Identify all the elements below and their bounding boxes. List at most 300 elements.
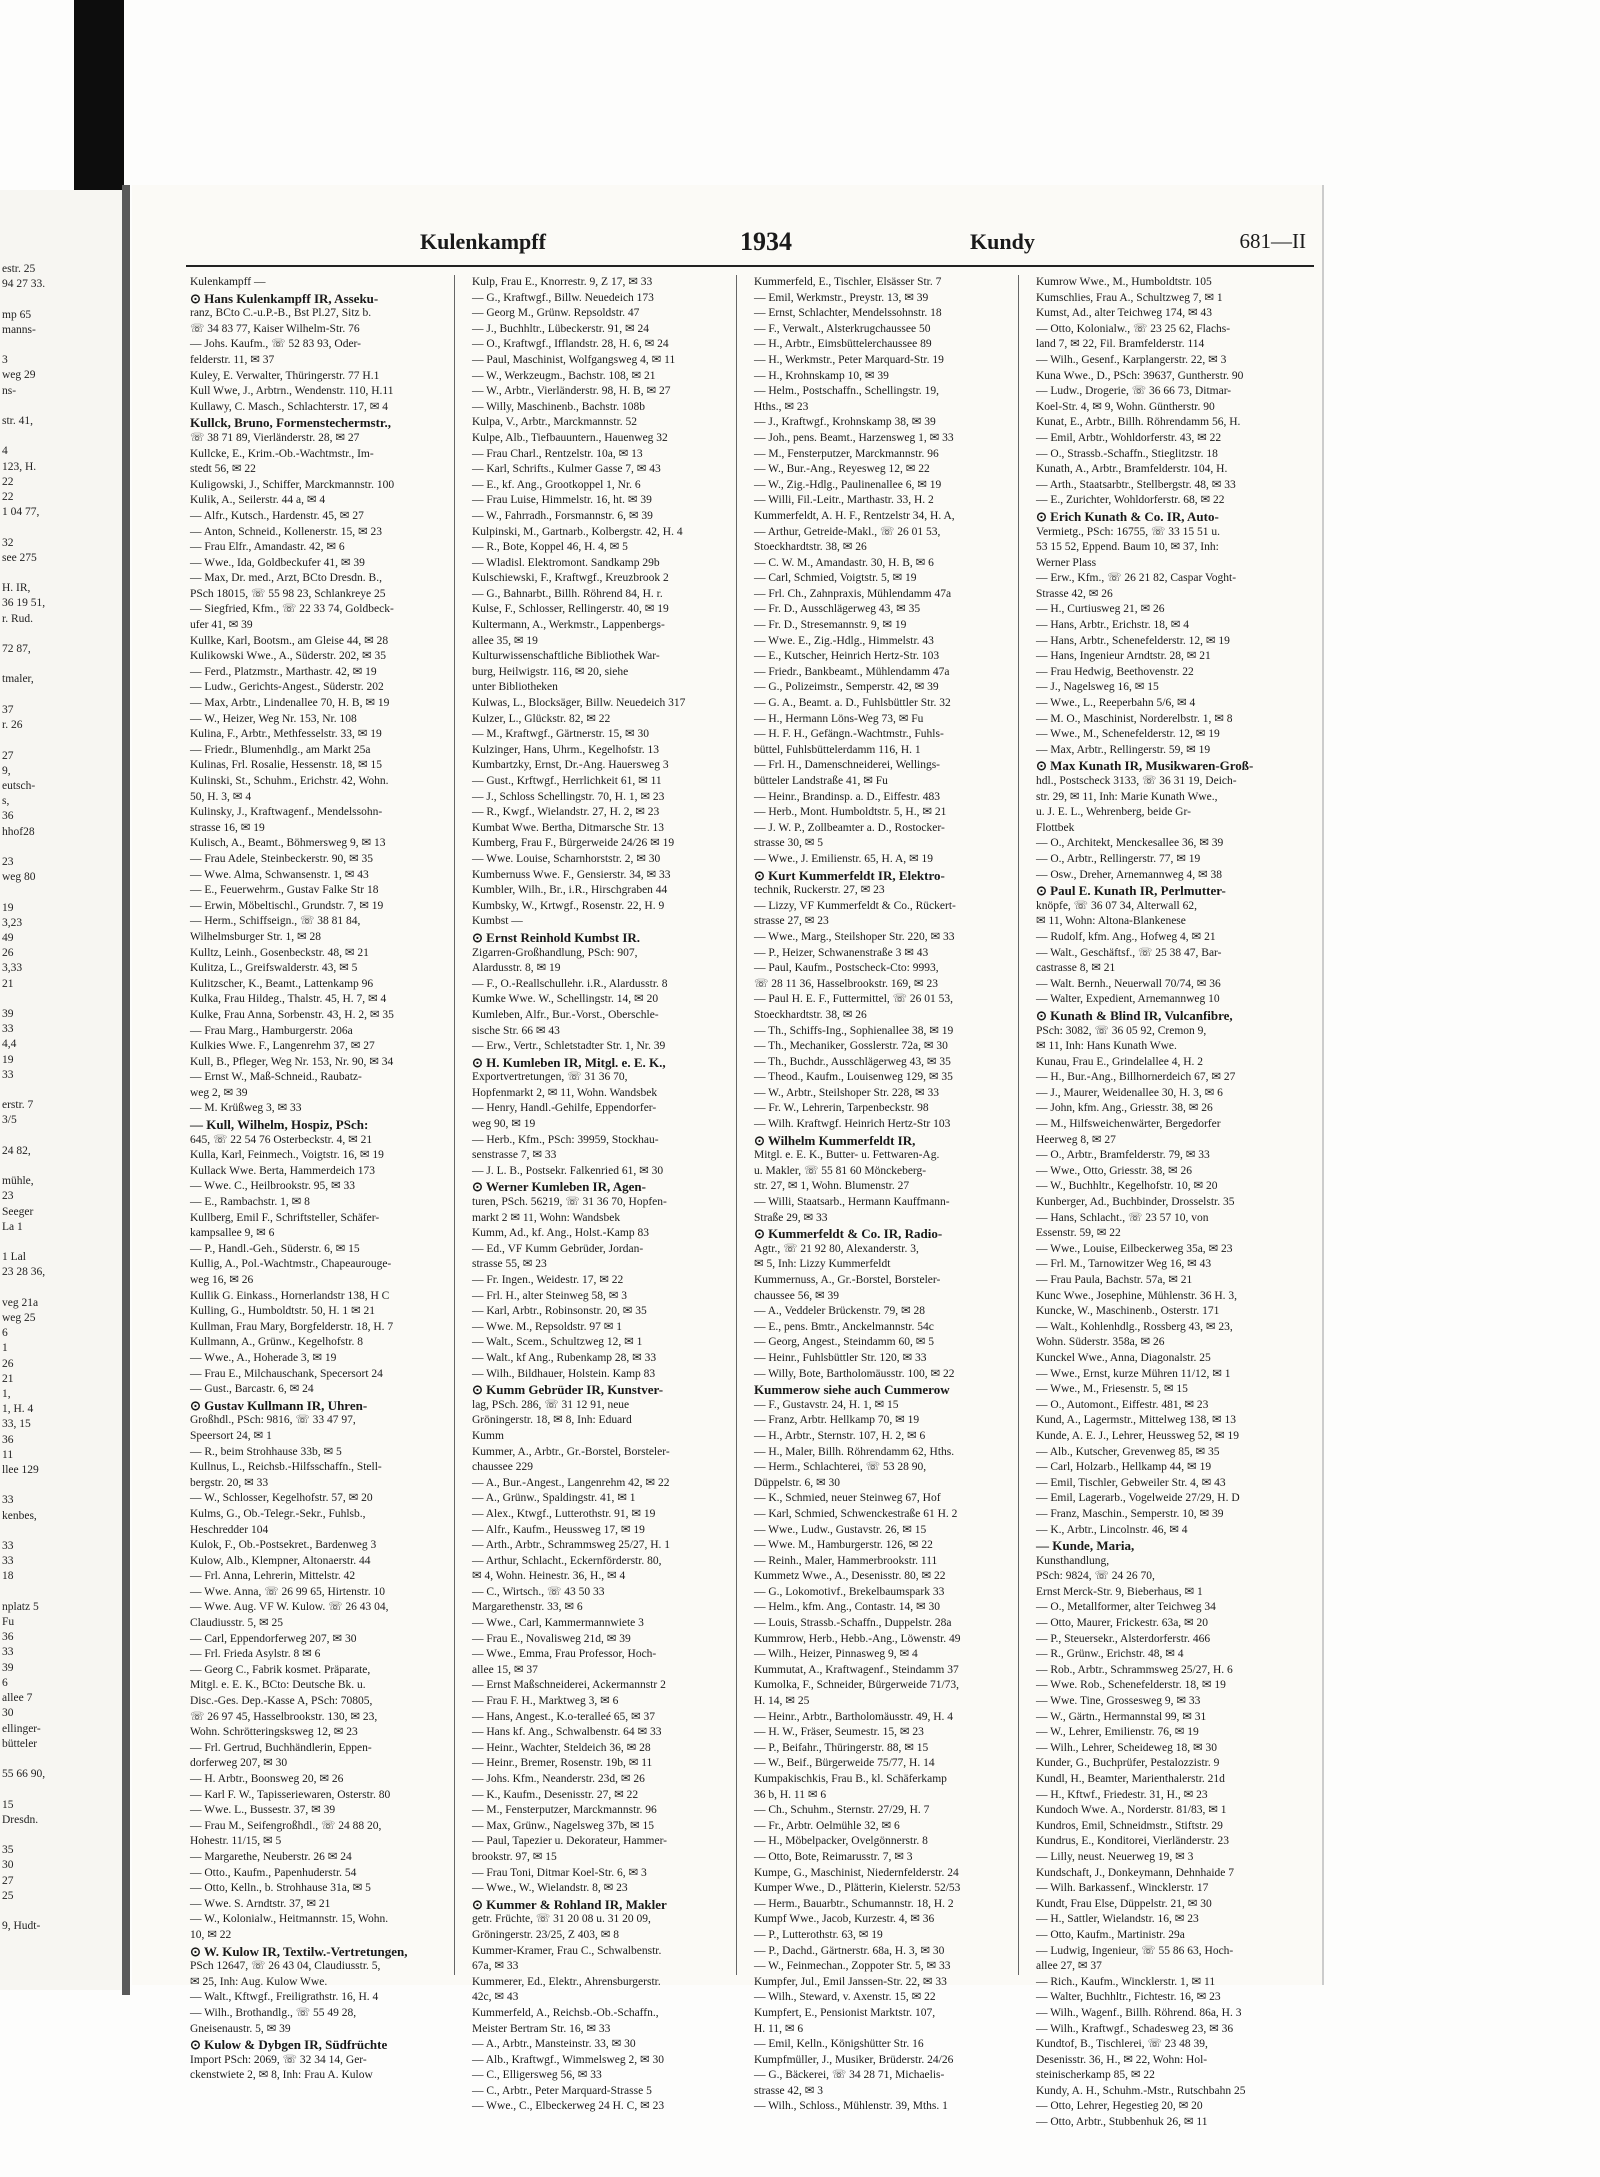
directory-entry: — Frau Charl., Rentzelstr. 10a, ✉ 13 <box>472 447 643 460</box>
header-year: 1934 <box>740 227 792 256</box>
directory-entry: — Frl. Gertrud, Buchhändlerin, Eppen- <box>190 1741 372 1754</box>
directory-entry: — E., Feuerwehrm., Gustav Falke Str 18 <box>190 884 379 897</box>
directory-entry: — Wwe., M., Schenefelderstr. 12, ✉ 19 <box>1036 728 1220 741</box>
directory-entry: Wilhelmsburger Str. 1, ✉ 28 <box>190 930 321 943</box>
directory-entry: — Helm., kfm. Ang., Contastr. 14, ✉ 30 <box>754 1601 940 1614</box>
fragment-line: 3,23 <box>2 916 23 929</box>
directory-entry: — Louis, Strassb.-Schaffn., Duppelstr. 28a <box>754 1617 952 1630</box>
directory-entry: Kunsthandlung, <box>1036 1554 1110 1567</box>
directory-entry: — Max, Arbtr., Rellingerstr. 59, ✉ 19 <box>1036 743 1211 756</box>
directory-entry: — M., Fensterputzer, Marckmannstr. 96 <box>754 447 939 460</box>
directory-entry: — Paul, Maschinist, Wolfgangsweg 4, ✉ 11 <box>472 353 676 366</box>
fragment-line: 36 <box>2 810 14 823</box>
directory-entry: ⊙ Hans Kulenkampff IR, Asseku- <box>190 290 379 306</box>
directory-entry: ✉ 11, Inh: Hans Kunath Wwe. <box>1036 1040 1177 1053</box>
fragment-line: ellinger- <box>2 1722 41 1735</box>
directory-entry: ⊙ H. Kumleben IR, Mitgl. e. E. K., <box>472 1054 666 1070</box>
directory-entry: Werner Plass <box>1036 556 1097 569</box>
directory-entry: Alardusstr. 8, ✉ 19 <box>472 962 561 975</box>
directory-entry: Kunberger, Ad., Buchbinder, Drosselstr. 35 <box>1036 1196 1235 1209</box>
directory-entry: ☏ 26 97 45, Hasselbrookstr. 130, ✉ 23, <box>190 1710 378 1723</box>
directory-entry: — Wilh., Steward, v. Axenstr. 15, ✉ 22 <box>754 1991 936 2004</box>
fragment-line: 55 66 90, <box>2 1768 46 1781</box>
directory-entry: weg 2, ✉ 39 <box>190 1086 248 1099</box>
directory-entry: — Kull, Wilhelm, Hospiz, PSch: <box>190 1117 369 1133</box>
directory-entry: — H., Kftwf., Friedestr. 31, H., ✉ 23 <box>1036 1788 1208 1801</box>
directory-entry: — W., Arbtr., Vierländerstr. 98, H. B, ✉ 27 <box>472 385 671 398</box>
directory-entry: Kuncke, W., Maschinenb., Osterstr. 171 <box>1036 1305 1220 1318</box>
directory-entry: — Wwe. M., Repsoldstr. 97 ✉ 1 <box>472 1320 622 1333</box>
fragment-line: 21 <box>2 977 14 990</box>
directory-entry: — Kunde, Maria, <box>1036 1538 1135 1554</box>
directory-entry: — Wwe., Emma, Frau Professor, Hoch- <box>472 1648 657 1661</box>
directory-entry: — O., Kraftwgf., Ifflandstr. 28, H. 6, ✉ 24 <box>472 338 669 351</box>
directory-entry: Kulse, F., Schlosser, Rellingerstr. 40, ✉ 19 <box>472 603 669 616</box>
directory-entry: Kummerer, Ed., Elektr., Ahrensburgerstr. <box>472 1975 661 1988</box>
directory-entry: — P., Handl.-Geh., Süderstr. 6, ✉ 15 <box>190 1242 360 1255</box>
fragment-line <box>2 627 122 642</box>
directory-entry: kampsallee 9, ✉ 6 <box>190 1227 275 1240</box>
fragment-line: 1, <box>2 1388 11 1401</box>
directory-entry: — Franz, Arbtr. Hellkamp 70, ✉ 19 <box>754 1414 920 1427</box>
directory-entry: — C., Elligersweg 56, ✉ 33 <box>472 2069 602 2082</box>
directory-entry: — P., Lutterothstr. 63, ✉ 19 <box>754 1928 883 1941</box>
directory-entry: — Emil, Tischler, Gebweiler Str. 4, ✉ 43 <box>1036 1476 1226 1489</box>
directory-entry: dorferweg 207, ✉ 30 <box>190 1757 288 1770</box>
fragment-line <box>2 688 122 703</box>
directory-entry: — Arth., Staatsarbtr., Stellbergstr. 48, ✉ 33 <box>1036 478 1236 491</box>
directory-entry: Gröningerstr. 23/25, Z 403, ✉ 8 <box>472 1928 619 1941</box>
directory-entry: Kumrow Wwe., M., Humboldtstr. 105 <box>1036 276 1212 288</box>
directory-entry: Heerweg 8, ✉ 27 <box>1036 1133 1116 1146</box>
directory-entry: — Frl. Anna, Lehrerin, Mittelstr. 42 <box>190 1570 356 1583</box>
directory-entry: — Hans kf. Ang., Schwalbenstr. 64 ✉ 33 <box>472 1726 662 1739</box>
directory-entry: — Willi, Fil.-Leitr., Marthastr. 33, H. 2 <box>754 494 934 507</box>
directory-entry: — E., pens. Bmtr., Anckelmannstr. 54c <box>754 1320 934 1333</box>
directory-entry: — C., Wirtsch., ☏ 43 50 33 <box>472 1585 605 1598</box>
directory-entry: — H., Maler, Billh. Röhrendamm 62, Hths. <box>754 1445 955 1458</box>
directory-entry: ☏ 34 83 77, Kaiser Wilhelm-Str. 76 <box>190 322 360 335</box>
directory-entry: Disc.-Ges. Dep.-Kasse A, PSch: 70805, <box>190 1695 373 1708</box>
directory-entry: — P., Heizer, Schwanenstraße 3 ✉ 43 <box>754 946 929 959</box>
directory-entry: chaussee 56, ✉ 39 <box>754 1289 840 1302</box>
directory-entry: — Hans, Arbtr., Erichstr. 18, ✉ 4 <box>1036 619 1190 632</box>
directory-entry: — Wilh., Gesenf., Karplangerstr. 22, ✉ 3 <box>1036 353 1227 366</box>
directory-entry: Vermietg., PSch: 16755, ☏ 33 15 51 u. <box>1036 525 1220 538</box>
directory-entry: — Wilh., Heizer, Pinnasweg 9, ✉ 4 <box>754 1648 918 1661</box>
directory-entry: Kulturwissenschaftliche Bibliothek War- <box>472 650 660 663</box>
fragment-line: 35 <box>2 1844 14 1857</box>
fragment-line: 1, H. 4 <box>2 1403 34 1416</box>
directory-entry: — Emil, Arbtr., Wohldorferstr. 43, ✉ 22 <box>1036 431 1222 444</box>
directory-entry: strasse 30, ✉ 5 <box>754 837 824 850</box>
fragment-line: 32 <box>2 536 14 549</box>
directory-entry: — Frl. M., Tarnowitzer Weg 16, ✉ 43 <box>1036 1258 1212 1271</box>
directory-entry: — W., Schlosser, Kegelhofstr. 57, ✉ 20 <box>190 1492 373 1505</box>
fragment-line: 15 <box>2 1798 14 1811</box>
directory-entry: Kulkies Wwe. F., Langenrehm 37, ✉ 27 <box>190 1040 375 1053</box>
fragment-line: 11 <box>2 1448 14 1461</box>
directory-entry: — W., Buchhltr., Kegelhofstr. 10, ✉ 20 <box>1036 1180 1218 1193</box>
directory-entry: Kulitza, L., Greifswalderstr. 43, ✉ 5 <box>190 962 358 975</box>
directory-entry: Kullik G. Einkass., Hornerlandstr 138, H C <box>190 1289 390 1302</box>
directory-entry: — Siegfried, Kfm., ☏ 22 33 74, Goldbeck- <box>190 603 394 616</box>
directory-entry: — Th., Mechaniker, Gosslerstr. 72a, ✉ 30 <box>754 1040 948 1053</box>
previous-page-fragment <box>0 190 125 1990</box>
directory-entry: — Hans, Angest., K.o-teralleé 65, ✉ 37 <box>472 1710 656 1723</box>
fragment-line: 9, <box>2 764 11 777</box>
directory-entry: Kundt, Frau Else, Düppelstr. 21, ✉ 30 <box>1036 1897 1212 1910</box>
directory-entry: ⊙ Kummer & Rohland IR, Makler <box>472 1896 667 1912</box>
directory-entry: Hths., ✉ 23 <box>754 400 809 413</box>
directory-page <box>132 185 1322 2129</box>
directory-entry: — Arthur, Schlacht., Eckernförderstr. 80, <box>472 1554 662 1567</box>
directory-entry: — Karl F. W., Tapisseriewaren, Osterstr. 80 <box>190 1788 391 1801</box>
directory-entry: — Frau F. H., Marktweg 3, ✉ 6 <box>472 1695 619 1708</box>
directory-entry: — Wwe. Aug. VF W. Kulow. ☏ 26 43 04, <box>190 1601 389 1614</box>
directory-entry: — E., Kutscher, Heinrich Hertz-Str. 103 <box>754 650 940 663</box>
directory-entry: Wohn. Schrötteringsksweg 12, ✉ 23 <box>190 1726 358 1739</box>
fragment-line: weg 25 <box>2 1312 36 1325</box>
directory-entry: — O., Strassb.-Schaffn., Stieglitzstr. 18 <box>1036 447 1218 460</box>
directory-entry: — Wwe. L., Bussestr. 37, ✉ 39 <box>190 1804 336 1817</box>
directory-entry: — Wwe., Ida, Goldbeckufer 41, ✉ 39 <box>190 556 365 569</box>
directory-entry: Claudiusstr. 5, ✉ 25 <box>190 1617 284 1630</box>
directory-entry: Agtr., ☏ 21 92 80, Alexanderstr. 3, <box>754 1242 919 1255</box>
fragment-line <box>2 1828 122 1843</box>
directory-entry: — G. A., Beamt. a. D., Fuhlsbüttler Str. 32 <box>754 697 951 710</box>
directory-entry: Kunat, E., Arbtr., Billh. Röhrendamm 56, H. <box>1036 416 1241 429</box>
directory-entry: Kumst, Ad., alter Teichweg 174, ✉ 43 <box>1036 307 1212 320</box>
directory-entry: — Frau Paula, Bachstr. 57a, ✉ 21 <box>1036 1274 1193 1286</box>
directory-entry: Kumke Wwe. W., Schellingstr. 14, ✉ 20 <box>472 993 659 1006</box>
directory-entry: Kunau, Frau E., Grindelallee 4, H. 2 <box>1036 1055 1204 1068</box>
fragment-line: 23 <box>2 855 14 868</box>
directory-entry: Kullcke, E., Krim.-Ob.-Wachtmstr., Im- <box>190 447 374 460</box>
directory-entry: PSch: 9824, ☏ 24 26 70, <box>1036 1570 1155 1583</box>
directory-entry: — K., Kaufm., Desenisstr. 27, ✉ 22 <box>472 1788 639 1801</box>
fragment-line: 49 <box>2 931 14 944</box>
directory-entry: — Herm., Schlachterei, ☏ 53 28 90, <box>754 1461 927 1474</box>
directory-entry: — Paul H. E. F., Futtermittel, ☏ 26 01 53, <box>754 993 954 1006</box>
directory-entry: — Karl, Arbtr., Robinsonstr. 20, ✉ 35 <box>472 1305 647 1318</box>
directory-entry: Kulinas, Frl. Rosalie, Hessenstr. 18, ✉ 15 <box>190 759 383 772</box>
fragment-line: llee 129 <box>2 1464 39 1477</box>
fragment-line: weg 80 <box>2 871 36 884</box>
directory-entry: — Fr. D., Stresemannstr. 9, ✉ 19 <box>754 619 907 632</box>
fragment-line: Fu <box>2 1616 15 1629</box>
directory-entry: u. J. E. L., Wehrenberg, beide Gr- <box>1036 806 1191 819</box>
directory-entry: — Th., Schiffs-Ing., Sophienallee 38, ✉ 19 <box>754 1024 954 1037</box>
directory-entry: ⊙ Ernst Reinhold Kumbst IR. <box>472 929 641 945</box>
directory-entry: Wohn. Süderstr. 358a, ✉ 26 <box>1036 1336 1165 1349</box>
directory-entry: — Wwe., Ernst, kurze Mühren 11/12, ✉ 1 <box>1036 1367 1231 1380</box>
directory-entry: — G., Bahnarbt., Billh. Röhrend 84, H. r. <box>472 587 663 600</box>
book-gutter <box>122 185 130 1995</box>
directory-entry: ✉ 5, Inh: Lizzy Kummerfeldt <box>754 1258 891 1271</box>
directory-entry: — W., Kolonialw., Heitmannstr. 15, Wohn. <box>190 1913 389 1926</box>
directory-entry: — W., Arbtr., Steilshoper Str. 228, ✉ 33 <box>754 1086 940 1099</box>
directory-entry: — Theod., Kaufm., Louisenweg 129, ✉ 35 <box>754 1071 953 1084</box>
fragment-line: La 1 <box>2 1220 23 1233</box>
directory-entry: Kulinski, St., Schuhm., Erichstr. 42, Wohn. <box>190 775 389 787</box>
directory-entry: ☏ 28 11 36, Hasselbrookstr. 169, ✉ 23 <box>754 977 938 990</box>
directory-entry: knöpfe, ☏ 36 07 34, Alterwall 62, <box>1036 899 1197 912</box>
directory-entry: — Franz, Maschin., Semperstr. 10, ✉ 39 <box>1036 1507 1224 1520</box>
directory-entry: — Karl, Schmied, Schwenckestraße 61 H. 2 <box>754 1507 958 1520</box>
directory-entry: Kullck, Bruno, Formenstechermstr., <box>190 415 391 431</box>
fragment-line <box>2 885 122 900</box>
directory-entry: — Wwe. Anna, ☏ 26 99 65, Hirtenstr. 10 <box>190 1585 385 1598</box>
directory-entry: Gröningerstr. 18, ✉ 8, Inh: Eduard <box>472 1414 632 1427</box>
directory-entry: — Frl. Ch., Zahnpraxis, Mühlendamm 47a <box>754 587 952 600</box>
directory-entry: — C., Arbtr., Peter Marquard-Strasse 5 <box>472 2084 652 2097</box>
fragment-line: 24 82, <box>2 1144 31 1157</box>
directory-entry: allee 27, ✉ 37 <box>1036 1960 1102 1973</box>
directory-entry: — Otto., Kaufm., Papenhuderstr. 54 <box>190 1866 357 1879</box>
directory-entry: — Max, Arbtr., Lindenallee 70, H. B, ✉ 19 <box>190 697 390 710</box>
directory-entry: — Wilh., Brothandlg., ☏ 55 49 28, <box>190 2006 357 2019</box>
directory-entry: — A., Arbtr., Mansteinstr. 33, ✉ 30 <box>472 2038 636 2051</box>
directory-entry: — Fr. Ingen., Weidestr. 17, ✉ 22 <box>472 1274 624 1286</box>
directory-entry: — Wwe. C., Heilbrookstr. 95, ✉ 33 <box>190 1180 355 1193</box>
directory-entry: — Wladisl. Elektromont. Sandkamp 29b <box>472 556 660 569</box>
directory-entry: — J., Nagelsweg 16, ✉ 15 <box>1036 681 1159 694</box>
directory-entry: — A., Bur.-Angest., Langenrehm 42, ✉ 22 <box>472 1476 670 1489</box>
directory-entry: — Wilh., Wagenf., Billh. Röhrend. 86a, H. 3 <box>1036 2006 1242 2019</box>
directory-entry: — Paul, Tapezier u. Dekorateur, Hammer- <box>472 1835 667 1848</box>
directory-column-4 <box>1032 275 1300 2129</box>
directory-entry: Kulltz, Leinh., Gosenbeckstr. 48, ✉ 21 <box>190 946 369 959</box>
directory-entry: — Hans, Schlacht., ☏ 23 57 10, von <box>1036 1211 1209 1224</box>
directory-entry: — H., Krohnskamp 10, ✉ 39 <box>754 369 889 382</box>
directory-entry: — Friedr., Blumenhdlg., am Markt 25a <box>190 743 371 756</box>
fragment-line <box>2 1159 122 1174</box>
directory-entry: Strasse 42, ✉ 26 <box>1036 587 1113 600</box>
directory-entry: steinischerkamp 85, ✉ 22 <box>1036 2069 1155 2082</box>
fragment-line: 6 <box>2 1676 8 1689</box>
directory-entry: Kuna Wwe., D., PSch: 39637, Guntherstr. 90 <box>1036 369 1244 382</box>
directory-entry: Kunder, G., Buchprüfer, Pestalozzistr. 9 <box>1036 1757 1220 1770</box>
directory-entry: chaussee 229 <box>472 1461 533 1474</box>
directory-entry: — Johs. Kfm., Neanderstr. 23d, ✉ 26 <box>472 1773 645 1785</box>
directory-entry: Hohestr. 11/15, ✉ 5 <box>190 1835 282 1848</box>
directory-entry: Stoeckhardtstr. 38, ✉ 26 <box>754 1008 867 1021</box>
directory-entry: — Walt., Kftwgf., Freiligrathstr. 16, H. 4 <box>190 1991 379 2004</box>
fragment-line: 6 <box>2 1327 8 1340</box>
directory-entry: — Wilh. Barkassenf., Wincklerstr. 17 <box>1036 1882 1209 1895</box>
directory-entry: — J. W. P., Zollbeamter a. D., Rostocker- <box>754 821 945 834</box>
directory-entry: Kulenkampff — <box>190 276 266 288</box>
directory-entry: str. 27, ✉ 1, Wohn. Blumenstr. 27 <box>754 1180 910 1193</box>
directory-entry: Kullnus, L., Reichsb.-Hilfsschaffn., Stell- <box>190 1461 382 1474</box>
directory-entry: — Fr. W., Lehrerin, Tarpenbeckstr. 98 <box>754 1102 929 1115</box>
directory-entry: Kulzer, L., Glückstr. 82, ✉ 22 <box>472 712 611 725</box>
directory-entry: — Wwe., J. Emilienstr. 65, H. A, ✉ 19 <box>754 852 934 865</box>
fragment-line: erstr. 7 <box>2 1099 34 1112</box>
fragment-line: 22 <box>2 475 14 488</box>
directory-entry: — Wilh., Schloss., Mühlenstr. 39, Mths. 1 <box>754 2100 948 2113</box>
directory-entry: — Wwe. S. Arndtstr. 37, ✉ 21 <box>190 1897 331 1910</box>
directory-entry: — Wwe., C., Elbeckerweg 24 H. C, ✉ 23 <box>472 2100 665 2113</box>
fragment-line: veg 21a <box>2 1296 39 1309</box>
directory-entry: allee 15, ✉ 37 <box>472 1663 538 1676</box>
fragment-line: 33 <box>2 1555 14 1568</box>
directory-entry: — W., Heizer, Weg Nr. 153, Nr. 108 <box>190 712 357 725</box>
directory-entry: strasse 55, ✉ 23 <box>472 1258 547 1271</box>
fragment-line: see 275 <box>2 551 37 564</box>
directory-entry: Kultermann, A., Werkmstr., Lappenbergs- <box>472 619 665 632</box>
directory-entry: ranz, BCto C.-u.P.-B., Bst Pl.27, Sitz b. <box>190 307 372 320</box>
fragment-line: 26 <box>2 947 14 960</box>
fragment-line: estr. 25 <box>2 263 36 275</box>
directory-entry: Kulpe, Alb., Tiefbauuntern., Hauenweg 32 <box>472 431 668 444</box>
fragment-line: nplatz 5 <box>2 1600 39 1613</box>
directory-entry: ⊙ Kumm Gebrüder IR, Kunstver- <box>472 1382 664 1398</box>
directory-entry: — Herb., Kfm., PSch: 39959, Stockhau- <box>472 1133 659 1146</box>
directory-entry: — Fr. D., Ausschlägerweg 43, ✉ 35 <box>754 603 921 616</box>
directory-entry: Kumpakischkis, Frau B., kl. Schäferkamp <box>754 1773 947 1785</box>
directory-entry: — Henry, Handl.-Gehilfe, Eppendorfer- <box>472 1102 657 1115</box>
directory-entry: — Frl. H., alter Steinweg 58, ✉ 3 <box>472 1289 627 1302</box>
directory-entry: — Wwe. E., Zig.-Hdlg., Himmelstr. 43 <box>754 634 934 647</box>
fragment-line: Seeger <box>2 1205 34 1218</box>
directory-entry: 53 15 52, Eppend. Baum 10, ✉ 37, Inh: <box>1036 541 1219 554</box>
directory-entry: — Heinr., Wachter, Steldeich 36, ✉ 28 <box>472 1741 651 1754</box>
directory-entry: — H., Arbtr., Sternstr. 107, H. 2, ✉ 6 <box>754 1429 926 1442</box>
directory-entry: — M., Fensterputzer, Marckmannstr. 96 <box>472 1804 657 1817</box>
directory-entry: — G., Kraftwgf., Billw. Neuedeich 173 <box>472 291 654 304</box>
directory-entry: — J., Kraftwgf., Krohnskamp 38, ✉ 39 <box>754 416 936 429</box>
directory-entry: Kummutat, A., Kraftwagenf., Steindamm 37 <box>754 1663 959 1676</box>
directory-entry: Stoeckhardtstr. 38, ✉ 26 <box>754 541 867 554</box>
directory-entry: PSch 18015, ☏ 55 98 23, Schlankreye 25 <box>190 587 386 600</box>
directory-entry: Kumbsky, W., Krtwgf., Rosenstr. 22, H. 9 <box>472 899 665 912</box>
directory-entry: — Willy, Maschinenb., Bachstr. 108b <box>472 400 645 413</box>
fragment-line: 9, Hudt- <box>2 1920 41 1933</box>
directory-entry: — H., Sattler, Wielandstr. 16, ✉ 23 <box>1036 1913 1199 1926</box>
directory-entry: castrasse 8, ✉ 21 <box>1036 962 1116 975</box>
directory-entry: — Wilh., Lehrer, Scheideweg 18, ✉ 30 <box>1036 1741 1217 1754</box>
directory-entry: — G., Polizeimstr., Semperstr. 42, ✉ 39 <box>754 681 939 694</box>
directory-entry: Speersort 24, ✉ 1 <box>190 1429 272 1442</box>
directory-entry: — Ernst W., Maß-Schneid., Raubatz- <box>190 1071 362 1084</box>
directory-entry: H. 11, ✉ 6 <box>754 2022 804 2035</box>
directory-entry: — Frau M., Seifengroßhdl., ☏ 24 88 20, <box>190 1819 382 1832</box>
fragment-line <box>2 1281 122 1296</box>
directory-entry: 36 b, H. 11 ✉ 6 <box>754 1788 827 1801</box>
directory-entry: Kumbst — <box>472 915 523 928</box>
directory-entry: — M. Krüßweg 3, ✉ 33 <box>190 1102 302 1115</box>
directory-entry: ✉ 4, Wohn. Heinestr. 36, H., ✉ 4 <box>472 1570 626 1583</box>
fragment-line: 3,33 <box>2 962 23 975</box>
directory-entry: 42c, ✉ 43 <box>472 1991 519 2004</box>
directory-entry: — Fr., Arbtr. Oelmühle 32, ✉ 6 <box>754 1819 900 1832</box>
directory-entry: — Arth., Arbtr., Schrammsweg 25/27, H. 1 <box>472 1539 671 1552</box>
directory-entry: bütteler Landstraße 41, ✉ Fu <box>754 775 888 787</box>
directory-entry: — F., O.-Reallschullehr. i.R., Alardusstr. 8 <box>472 977 668 990</box>
directory-entry: — Otto, Bote, Reimarusstr. 7, ✉ 3 <box>754 1850 913 1863</box>
directory-entry: — Carl, Schmied, Voigtstr. 5, ✉ 19 <box>754 572 917 585</box>
directory-entry: — Anton, Schneid., Kollenerstr. 15, ✉ 23 <box>190 525 383 538</box>
directory-entry: Kunath, A., Arbtr., Bramfelderstr. 104, H. <box>1036 463 1228 476</box>
directory-entry: — Otto, Maurer, Frickestr. 63a, ✉ 20 <box>1036 1617 1209 1630</box>
directory-entry: Kumberg, Frau F., Bürgerweide 24/26 ✉ 19 <box>472 837 675 850</box>
directory-entry: Kummetz Wwe., A., Desenisstr. 80, ✉ 22 <box>754 1570 946 1583</box>
directory-entry: — Alex., Ktwgf., Lutterothstr. 91, ✉ 19 <box>472 1507 656 1520</box>
directory-entry: — P., Dachd., Gärtnerstr. 68a, H. 3, ✉ 30 <box>754 1944 945 1957</box>
directory-column-1 <box>186 275 455 2082</box>
directory-entry: — Johs. Kaufm., ☏ 52 83 93, Oder- <box>190 338 361 351</box>
directory-entry: Kummerfeldt, A. H. F., Rentzelstr 34, H. A, <box>754 509 955 522</box>
directory-entry: — Georg, Angest., Steindamm 60, ✉ 5 <box>754 1336 934 1349</box>
directory-entry: — Heinr., Brandinsp. a. D., Eiffestr. 483 <box>754 790 940 803</box>
directory-entry: Kumpfert, E., Pensionist Marktstr. 107, <box>754 2006 936 2019</box>
directory-entry: sische Str. 66 ✉ 43 <box>472 1024 560 1037</box>
fragment-line <box>2 520 122 535</box>
fragment-line <box>2 992 122 1007</box>
directory-entry: — Karl, Schrifts., Kulmer Gasse 7, ✉ 43 <box>472 463 661 476</box>
directory-entry: — Walt., Scem., Schultzweg 12, ✉ 1 <box>472 1336 643 1349</box>
fragment-line <box>2 292 122 307</box>
directory-entry: Kummernuss, A., Gr.-Borstel, Borsteler- <box>754 1274 941 1286</box>
fragment-line <box>2 566 122 581</box>
directory-entry: — Herb., Mont. Humboldtstr. 5, H., ✉ 21 <box>754 806 947 819</box>
fragment-line: mp 65 <box>2 308 32 321</box>
directory-entry: — Reinh., Maler, Hammerbrookstr. 111 <box>754 1554 938 1567</box>
directory-entry: — W., Gärtn., Hermannstal 99, ✉ 31 <box>1036 1710 1207 1723</box>
directory-entry: — Wwe. M., Hamburgerstr. 126, ✉ 22 <box>754 1539 933 1552</box>
directory-entry: Kumm, Ad., kf. Ang., Holst.-Kamp 83 <box>472 1227 649 1240</box>
directory-entry: — Th., Buchdr., Ausschlägerweg 43, ✉ 35 <box>754 1055 951 1068</box>
directory-entry: — Joh., pens. Beamt., Harzensweg 1, ✉ 33 <box>754 431 954 444</box>
directory-entry: 645, ☏ 22 54 76 Osterbeckstr. 4, ✉ 21 <box>190 1133 373 1146</box>
directory-entry: Kulikowski Wwe., A., Süderstr. 202, ✉ 35 <box>190 650 386 663</box>
fragment-line <box>2 1752 122 1767</box>
directory-entry: ⊙ Erich Kunath & Co. IR, Auto- <box>1036 508 1219 524</box>
directory-entry: Kull, B., Pfleger, Weg Nr. 153, Nr. 90, ✉ 34 <box>190 1055 394 1068</box>
directory-entry: hdl., Postscheck 3133, ☏ 36 31 19, Deich- <box>1036 775 1237 787</box>
directory-entry: — Heinr., Bremer, Rosenstr. 19b, ✉ 11 <box>472 1757 653 1770</box>
directory-entry: Kundy, A. H., Schuhm.-Mstr., Rutschbahn 25 <box>1036 2084 1246 2097</box>
directory-entry: Kulschiewski, F., Kraftwgf., Kreuzbrook 2 <box>472 572 669 585</box>
fragment-line: 33, 15 <box>2 1418 31 1431</box>
directory-entry: — Alb., Kutscher, Grevenweg 85, ✉ 35 <box>1036 1445 1220 1458</box>
directory-entry: — Walt., Kohlenhdlg., Rossberg 43, ✉ 23, <box>1036 1320 1233 1333</box>
directory-entry: land 7, ✉ 22, Fil. Bramfelderstr. 114 <box>1036 338 1205 351</box>
fragment-line <box>2 338 122 353</box>
directory-entry: — Margarethe, Neuberstr. 26 ✉ 24 <box>190 1850 352 1863</box>
directory-entry: — Wilh. Kraftwgf. Heinrich Hertz-Str 103 <box>754 1118 951 1131</box>
fragment-line <box>2 429 122 444</box>
directory-entry: unter Bibliotheken <box>472 681 558 694</box>
directory-entry: — Willy, Bote, Bartholomäusstr. 100, ✉ 22 <box>754 1367 955 1380</box>
directory-entry: PSch 12647, ☏ 26 43 04, Claudiusstr. 5, <box>190 1960 381 1973</box>
directory-entry: — Frau Hedwig, Beethovenstr. 22 <box>1036 665 1194 678</box>
fragment-line <box>2 1524 122 1539</box>
directory-entry: Kummerfeld, E., Tischler, Elsässer Str. 7 <box>754 276 942 288</box>
directory-entry: Kund, A., Lagermstr., Mittelweg 138, ✉ 13 <box>1036 1414 1237 1427</box>
directory-entry: Kuligowski, J., Schiffer, Marckmannstr. 100 <box>190 478 395 491</box>
directory-entry: — Wwe., L., Reeperbahn 5/6, ✉ 4 <box>1036 697 1196 710</box>
fragment-line: 33 <box>2 1646 14 1659</box>
fragment-line: 36 19 51, <box>2 597 46 610</box>
directory-entry: Kundros, Emil, Schneidmstr., Stiftstr. 29 <box>1036 1819 1223 1832</box>
directory-entry: — Wwe. Rob., Schenefelderstr. 18, ✉ 19 <box>1036 1679 1226 1692</box>
directory-entry: Kumolka, F., Schneider, Bürgerweide 71/73, <box>754 1679 960 1692</box>
fragment-line: 27 <box>2 749 14 762</box>
fragment-line: bütteler <box>2 1737 38 1750</box>
